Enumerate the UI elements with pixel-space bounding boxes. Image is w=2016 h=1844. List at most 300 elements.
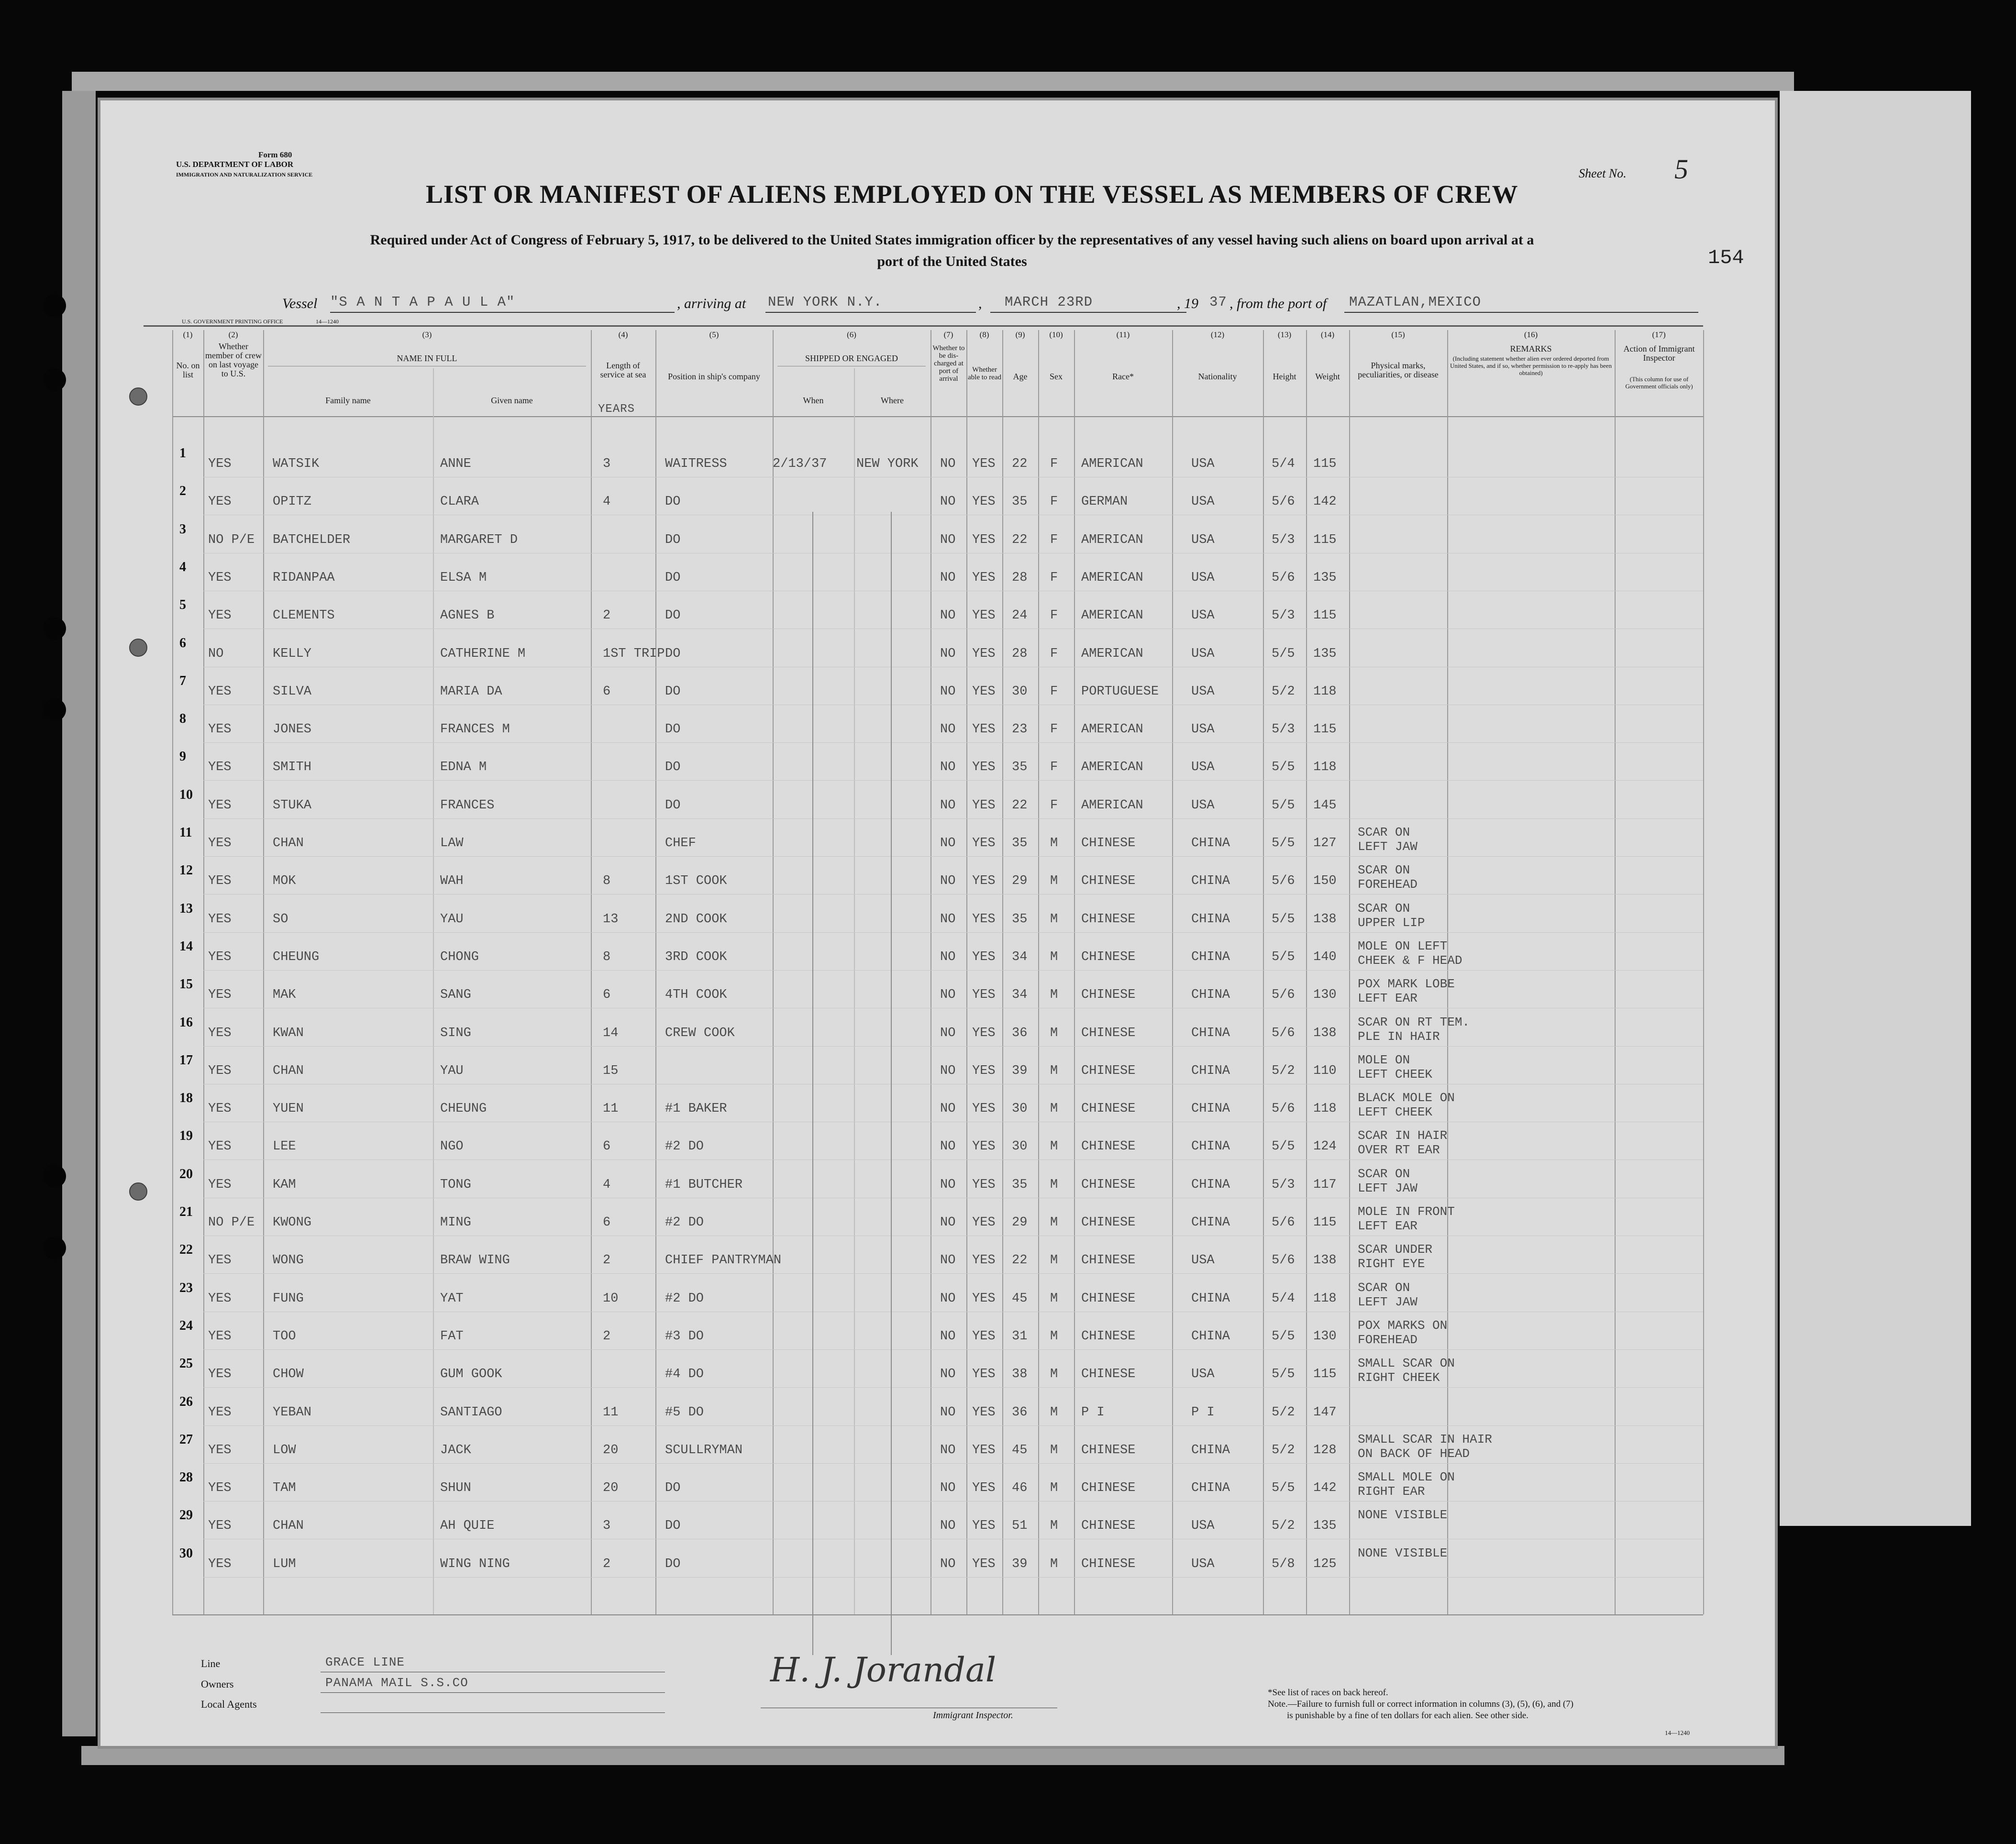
sex-cell: M <box>1050 1519 1058 1533</box>
sex-cell: F <box>1050 647 1058 661</box>
service-length-cell: 4 <box>603 1178 611 1192</box>
last-voyage-cell: YES <box>208 1064 232 1078</box>
last-voyage-cell: YES <box>208 722 232 737</box>
position-cell: #2 DO <box>665 1139 704 1154</box>
weight-cell: 138 <box>1313 1253 1337 1268</box>
race-cell: AMERICAN <box>1081 571 1143 585</box>
physical-marks-cell: SMALL MOLE ON <box>1358 1470 1455 1484</box>
row-number: 24 <box>179 1318 193 1333</box>
col-number: (3) <box>422 330 432 339</box>
family-name-cell: JONES <box>273 722 312 737</box>
header-name-in-full: NAME IN FULL <box>397 353 457 363</box>
able-to-read-cell: YES <box>972 1292 996 1306</box>
age-cell: 45 <box>1012 1443 1028 1458</box>
nationality-cell: CHINA <box>1191 836 1230 850</box>
physical-marks-cell: MOLE ON LEFT <box>1358 939 1448 953</box>
race-cell: AMERICAN <box>1081 798 1143 813</box>
height-cell: 5/3 <box>1272 608 1295 623</box>
header-last-voyage: Whether member of crew on last voyage to U.S. <box>205 342 262 378</box>
discharged-cell: NO <box>940 533 956 547</box>
height-cell: 5/2 <box>1272 1519 1295 1533</box>
service-length-cell: 8 <box>603 950 611 964</box>
weight-cell: 118 <box>1313 760 1337 774</box>
discharged-cell: NO <box>940 798 956 813</box>
family-name-cell: SO <box>273 912 288 927</box>
weight-cell: 145 <box>1313 798 1337 813</box>
position-cell: SCULLRYMAN <box>665 1443 743 1458</box>
header-shipped-engaged: SHIPPED OR ENGAGED <box>805 353 898 363</box>
row-rule <box>203 1501 1703 1502</box>
able-to-read-cell: YES <box>972 836 996 850</box>
sex-cell: M <box>1050 1329 1058 1344</box>
weight-cell: 115 <box>1313 722 1337 737</box>
nationality-cell: USA <box>1191 1367 1215 1381</box>
position-cell: CHIEF PANTRYMAN <box>665 1253 782 1268</box>
position-cell: DO <box>665 1519 681 1533</box>
sex-cell: M <box>1050 1443 1058 1458</box>
physical-marks-cell: SCAR ON <box>1358 863 1410 877</box>
able-to-read-cell: YES <box>972 1026 996 1040</box>
nationality-cell: CHINA <box>1191 1102 1230 1116</box>
last-voyage-cell: YES <box>208 988 232 1002</box>
age-cell: 39 <box>1012 1064 1028 1078</box>
owners-value: PANAMA MAIL S.S.CO <box>325 1676 468 1690</box>
able-to-read-cell: YES <box>972 1139 996 1154</box>
punch-hole-small <box>129 387 147 406</box>
last-voyage-cell: YES <box>208 1519 232 1533</box>
col-number: (13) <box>1277 330 1292 339</box>
age-cell: 51 <box>1012 1519 1028 1533</box>
service-length-cell: 3 <box>603 1519 611 1533</box>
punch-hole-small <box>129 639 147 657</box>
physical-marks-cell: SCAR IN HAIR <box>1358 1128 1448 1143</box>
vessel-label: Vessel <box>282 296 318 311</box>
from-port-underline <box>1344 312 1698 313</box>
discharged-cell: NO <box>940 685 956 699</box>
col-divider <box>966 330 967 1614</box>
age-cell: 28 <box>1012 647 1028 661</box>
col-number: (6) <box>847 330 856 339</box>
last-voyage-cell: YES <box>208 495 232 509</box>
service-length-cell: 6 <box>603 988 611 1002</box>
physical-marks-cell: MOLE IN FRONT <box>1358 1204 1455 1219</box>
height-cell: 5/5 <box>1272 647 1295 661</box>
given-name-cell: MING <box>440 1215 471 1230</box>
sex-cell: M <box>1050 1139 1058 1154</box>
discharged-cell: NO <box>940 571 956 585</box>
subtitle-line-1: Required under Act of Congress of February 5, 1917, to be delivered to the United States immigration officer by the representatives of any vessel having such aliens on board upon arrival at a <box>370 232 1534 248</box>
physical-marks-cell: OVER RT EAR <box>1358 1143 1440 1157</box>
able-to-read-cell: YES <box>972 571 996 585</box>
header-sex: Sex <box>1050 372 1063 381</box>
from-port-label: , from the port of <box>1230 296 1327 311</box>
row-number: 7 <box>179 674 186 688</box>
comma-sep: , <box>978 296 982 311</box>
race-cell: CHINESE <box>1081 1102 1136 1116</box>
family-name-cell: CHAN <box>273 1064 304 1078</box>
manifest-sheet <box>100 100 1775 1746</box>
race-cell: CHINESE <box>1081 1329 1136 1344</box>
given-name-cell: ELSA M <box>440 571 487 585</box>
vessel-name: "S A N T A P A U L A" <box>330 294 515 310</box>
position-cell: CREW COOK <box>665 1026 735 1040</box>
position-cell: DO <box>665 608 681 623</box>
service-length-cell: 2 <box>603 608 611 623</box>
last-voyage-cell: YES <box>208 1443 232 1458</box>
family-name-cell: CHAN <box>273 1519 304 1533</box>
nationality-cell: CHINA <box>1191 912 1230 927</box>
position-cell: DO <box>665 798 681 813</box>
sex-cell: F <box>1050 760 1058 774</box>
last-voyage-cell: YES <box>208 1292 232 1306</box>
position-cell: DO <box>665 647 681 661</box>
discharged-cell: NO <box>940 722 956 737</box>
race-cell: AMERICAN <box>1081 457 1143 471</box>
height-cell: 5/6 <box>1272 495 1295 509</box>
weight-cell: 118 <box>1313 1292 1337 1306</box>
col-number: (10) <box>1049 330 1063 339</box>
discharged-cell: NO <box>940 1253 956 1268</box>
age-cell: 22 <box>1012 457 1028 471</box>
age-cell: 39 <box>1012 1557 1028 1571</box>
nationality-cell: CHINA <box>1191 1329 1230 1344</box>
family-name-cell: CLEMENTS <box>273 608 335 623</box>
punch-hole <box>43 294 66 317</box>
weight-cell: 127 <box>1313 836 1337 850</box>
row-number: 21 <box>179 1204 193 1219</box>
header-race: Race* <box>1112 372 1134 381</box>
height-cell: 5/6 <box>1272 874 1295 888</box>
vessel-underline <box>330 312 675 313</box>
discharged-cell: NO <box>940 1064 956 1078</box>
able-to-read-cell: YES <box>972 988 996 1002</box>
position-cell: 4TH COOK <box>665 988 727 1002</box>
col-divider <box>1349 330 1350 1614</box>
able-to-read-cell: YES <box>972 798 996 813</box>
manifest-title: LIST OR MANIFEST OF ALIENS EMPLOYED ON THE VESSEL AS MEMBERS OF CREW <box>426 180 1518 209</box>
nationality-cell: USA <box>1191 685 1215 699</box>
paper-edge-bottom <box>81 1746 1784 1765</box>
family-name-cell: KELLY <box>273 647 312 661</box>
discharged-cell: NO <box>940 1405 956 1420</box>
race-cell: CHINESE <box>1081 950 1136 964</box>
family-name-cell: CHAN <box>273 836 304 850</box>
height-cell: 5/4 <box>1272 457 1295 471</box>
last-voyage-cell: YES <box>208 1481 232 1495</box>
given-name-cell: CHONG <box>440 950 479 964</box>
family-name-cell: LUM <box>273 1557 296 1571</box>
age-cell: 31 <box>1012 1329 1028 1344</box>
age-cell: 46 <box>1012 1481 1028 1495</box>
row-number: 22 <box>179 1242 193 1257</box>
weight-cell: 138 <box>1313 1026 1337 1040</box>
given-name-cell: CLARA <box>440 495 479 509</box>
given-name-cell: YAU <box>440 1064 464 1078</box>
weight-cell: 130 <box>1313 1329 1337 1344</box>
sex-cell: M <box>1050 874 1058 888</box>
race-cell: AMERICAN <box>1081 722 1143 737</box>
given-name-cell: SANG <box>440 988 471 1002</box>
weight-cell: 110 <box>1313 1064 1337 1078</box>
weight-cell: 125 <box>1313 1557 1337 1571</box>
col-divider <box>263 330 264 1614</box>
family-name-cell: CHEUNG <box>273 950 320 964</box>
race-cell: CHINESE <box>1081 1215 1136 1230</box>
service-name: IMMIGRATION AND NATURALIZATION SERVICE <box>176 171 313 178</box>
age-cell: 30 <box>1012 1139 1028 1154</box>
nationality-cell: CHINA <box>1191 1178 1230 1192</box>
physical-marks-cell: MOLE ON <box>1358 1053 1410 1067</box>
family-name-cell: BATCHELDER <box>273 533 351 547</box>
physical-marks-cell: RIGHT EAR <box>1358 1484 1425 1499</box>
nationality-cell: CHINA <box>1191 1443 1230 1458</box>
last-voyage-cell: YES <box>208 950 232 964</box>
physical-marks-cell: LEFT EAR <box>1358 1219 1418 1233</box>
physical-marks-cell: RIGHT CHEEK <box>1358 1370 1440 1385</box>
col-divider <box>1703 330 1704 1614</box>
nationality-cell: USA <box>1191 608 1215 623</box>
age-cell: 34 <box>1012 988 1028 1002</box>
given-name-cell: FAT <box>440 1329 464 1344</box>
header-family-name: Family name <box>325 396 371 405</box>
physical-marks-cell: RIGHT EYE <box>1358 1257 1425 1271</box>
physical-marks-cell: SMALL SCAR IN HAIR <box>1358 1432 1492 1446</box>
row-number: 12 <box>179 863 193 878</box>
arriving-underline <box>765 312 976 313</box>
race-cell: PORTUGUESE <box>1081 685 1159 699</box>
weight-cell: 135 <box>1313 571 1337 585</box>
age-cell: 35 <box>1012 1178 1028 1192</box>
position-cell: 1ST COOK <box>665 874 727 888</box>
age-cell: 30 <box>1012 1102 1028 1116</box>
paper-edge-right <box>1780 91 1971 1526</box>
row-number: 19 <box>179 1128 193 1143</box>
weight-cell: 118 <box>1313 685 1337 699</box>
family-name-cell: FUNG <box>273 1292 304 1306</box>
col-number: (15) <box>1391 330 1405 339</box>
height-cell: 5/6 <box>1272 1102 1295 1116</box>
physical-marks-cell: SCAR ON RT TEM. <box>1358 1015 1470 1029</box>
age-cell: 23 <box>1012 722 1028 737</box>
last-voyage-cell: YES <box>208 571 232 585</box>
position-cell: DO <box>665 571 681 585</box>
row-number: 10 <box>179 787 193 802</box>
row-rule <box>203 932 1703 933</box>
last-voyage-cell: NO <box>208 647 224 661</box>
nationality-cell: USA <box>1191 1557 1215 1571</box>
race-cell: CHINESE <box>1081 1519 1136 1533</box>
given-name-cell: SANTIAGO <box>440 1405 502 1420</box>
race-cell: AMERICAN <box>1081 608 1143 623</box>
position-cell: DO <box>665 495 681 509</box>
discharged-cell: NO <box>940 988 956 1002</box>
able-to-read-cell: YES <box>972 457 996 471</box>
able-to-read-cell: YES <box>972 1405 996 1420</box>
discharged-cell: NO <box>940 1178 956 1192</box>
header-weight: Weight <box>1315 372 1340 381</box>
header-physical-marks: Physical marks, peculiarities, or disease <box>1358 361 1439 379</box>
given-name-cell: AH QUIE <box>440 1519 495 1533</box>
local-agents-label: Local Agents <box>201 1698 257 1710</box>
header-age: Age <box>1013 372 1028 381</box>
paper-edge-left <box>62 91 96 1736</box>
row-number: 3 <box>179 522 186 537</box>
discharged-cell: NO <box>940 1519 956 1533</box>
given-name-cell: GUM GOOK <box>440 1367 502 1381</box>
header-years-note: YEARS <box>598 403 635 416</box>
physical-marks-cell: FOREHEAD <box>1358 877 1418 892</box>
shipped-where-cell: NEW YORK <box>856 457 919 471</box>
local-agents-underline <box>321 1712 665 1713</box>
row-number: 29 <box>179 1508 193 1523</box>
col-divider <box>1038 330 1039 1614</box>
discharged-cell: NO <box>940 1443 956 1458</box>
age-cell: 29 <box>1012 874 1028 888</box>
row-rule <box>203 970 1703 971</box>
line-label: Line <box>201 1657 221 1669</box>
physical-marks-cell: LEFT JAW <box>1358 839 1418 854</box>
row-number: 23 <box>179 1281 193 1295</box>
row-number: 4 <box>179 560 186 574</box>
family-name-cell: MAK <box>273 988 296 1002</box>
height-cell: 5/6 <box>1272 988 1295 1002</box>
race-cell: CHINESE <box>1081 912 1136 927</box>
discharged-cell: NO <box>940 1292 956 1306</box>
height-cell: 5/2 <box>1272 1064 1295 1078</box>
last-voyage-cell: YES <box>208 798 232 813</box>
physical-marks-cell: POX MARK LOBE <box>1358 977 1455 991</box>
physical-marks-cell: PLE IN HAIR <box>1358 1029 1440 1044</box>
sex-cell: M <box>1050 1178 1058 1192</box>
age-cell: 28 <box>1012 571 1028 585</box>
physical-marks-cell: NONE VISIBLE <box>1358 1546 1448 1560</box>
nationality-cell: CHINA <box>1191 1215 1230 1230</box>
page-stamp: 154 <box>1708 246 1744 269</box>
weight-cell: 128 <box>1313 1443 1337 1458</box>
height-cell: 5/5 <box>1272 950 1295 964</box>
nationality-cell: USA <box>1191 760 1215 774</box>
arrival-date: MARCH 23RD <box>1005 294 1093 310</box>
physical-marks-cell: FOREHEAD <box>1358 1333 1418 1347</box>
col-number: (8) <box>979 330 989 339</box>
row-number: 13 <box>179 901 193 916</box>
physical-marks-cell: SCAR UNDER <box>1358 1242 1433 1257</box>
height-cell: 5/5 <box>1272 1481 1295 1495</box>
nationality-cell: CHINA <box>1191 1026 1230 1040</box>
sex-cell: M <box>1050 950 1058 964</box>
nationality-cell: USA <box>1191 457 1215 471</box>
position-cell: DO <box>665 685 681 699</box>
age-cell: 30 <box>1012 685 1028 699</box>
physical-marks-cell: SCAR ON <box>1358 1281 1410 1295</box>
height-cell: 5/6 <box>1272 1253 1295 1268</box>
height-cell: 5/4 <box>1272 1292 1295 1306</box>
col-number: (17) <box>1652 330 1666 339</box>
col-divider <box>172 330 173 1614</box>
col-divider <box>1306 330 1307 1614</box>
service-length-cell: 14 <box>603 1026 619 1040</box>
physical-marks-cell: LEFT JAW <box>1358 1295 1418 1309</box>
nationality-cell: USA <box>1191 1519 1215 1533</box>
position-cell: WAITRESS <box>665 457 727 471</box>
given-name-cell: SHUN <box>440 1481 471 1495</box>
discharged-cell: NO <box>940 836 956 850</box>
failure-note: Note.—Failure to furnish full or correct information in columns (3), (5), (6), and (7) <box>1268 1699 1573 1709</box>
row-rule <box>203 1577 1703 1578</box>
nationality-cell: CHINA <box>1191 988 1230 1002</box>
able-to-read-cell: YES <box>972 495 996 509</box>
discharged-cell: NO <box>940 1102 956 1116</box>
position-cell: DO <box>665 1557 681 1571</box>
physical-marks-cell: UPPER LIP <box>1358 916 1425 930</box>
row-number: 16 <box>179 1015 193 1030</box>
table-top-rule <box>144 325 1703 327</box>
service-length-cell: 6 <box>603 1215 611 1230</box>
given-name-cell: SING <box>440 1026 471 1040</box>
last-voyage-cell: YES <box>208 1329 232 1344</box>
service-length-cell: 15 <box>603 1064 619 1078</box>
header-no-on-list: No. on list <box>176 361 200 379</box>
able-to-read-cell: YES <box>972 912 996 927</box>
race-cell: CHINESE <box>1081 874 1136 888</box>
owners-label: Owners <box>201 1678 234 1690</box>
form-number: Form 680 <box>258 150 292 159</box>
discharged-cell: NO <box>940 1329 956 1344</box>
discharged-cell: NO <box>940 457 956 471</box>
col-divider <box>203 330 204 1614</box>
physical-marks-cell: POX MARKS ON <box>1358 1318 1448 1333</box>
service-length-cell: 2 <box>603 1557 611 1571</box>
last-voyage-cell: YES <box>208 836 232 850</box>
height-cell: 5/8 <box>1272 1557 1295 1571</box>
paper-edge-top <box>72 72 1794 91</box>
given-name-cell: LAW <box>440 836 464 850</box>
able-to-read-cell: YES <box>972 647 996 661</box>
row-number: 26 <box>179 1394 193 1409</box>
col-number: (7) <box>943 330 953 339</box>
position-cell: #3 DO <box>665 1329 704 1344</box>
position-cell: DO <box>665 722 681 737</box>
family-name-cell: WONG <box>273 1253 304 1268</box>
family-name-cell: KWAN <box>273 1026 304 1040</box>
header-remarks: REMARKS <box>1510 344 1552 353</box>
age-cell: 38 <box>1012 1367 1028 1381</box>
arriving-label: , arriving at <box>677 296 746 311</box>
punch-hole <box>43 1237 66 1259</box>
inspector-label: Immigrant Inspector. <box>933 1710 1013 1721</box>
position-cell: #2 DO <box>665 1292 704 1306</box>
able-to-read-cell: YES <box>972 1519 996 1533</box>
punch-hole <box>43 617 66 640</box>
age-cell: 29 <box>1012 1215 1028 1230</box>
sex-cell: M <box>1050 836 1058 850</box>
age-cell: 35 <box>1012 836 1028 850</box>
position-cell: #4 DO <box>665 1367 704 1381</box>
height-cell: 5/2 <box>1272 1405 1295 1420</box>
height-cell: 5/2 <box>1272 685 1295 699</box>
given-name-cell: EDNA M <box>440 760 487 774</box>
family-name-cell: YUEN <box>273 1102 304 1116</box>
race-cell: CHINESE <box>1081 1292 1136 1306</box>
last-voyage-cell: YES <box>208 1557 232 1571</box>
age-cell: 22 <box>1012 798 1028 813</box>
col-divider <box>655 330 656 1614</box>
able-to-read-cell: YES <box>972 950 996 964</box>
weight-cell: 124 <box>1313 1139 1337 1154</box>
punch-hole <box>43 368 66 391</box>
row-number: 8 <box>179 711 186 726</box>
able-to-read-cell: YES <box>972 1367 996 1381</box>
